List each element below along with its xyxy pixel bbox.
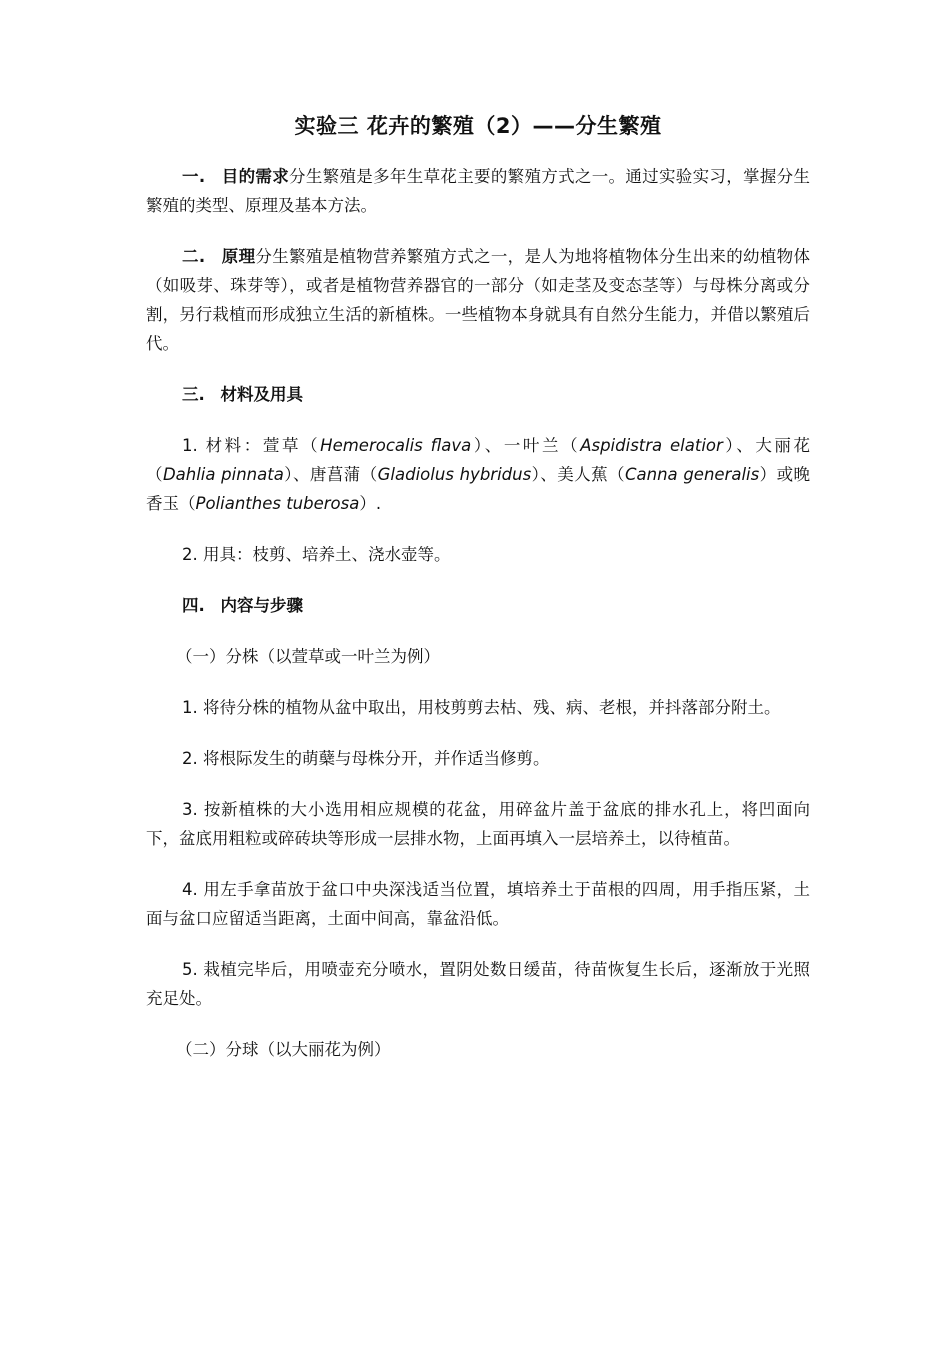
section-number: 四. — [182, 596, 205, 615]
page-title: 实验三 花卉的繁殖（2）——分生繁殖 — [294, 114, 662, 138]
tools-list: 2. 用具：枝剪、培养土、浇水壶等。 — [182, 545, 451, 564]
materials-sep: ）、唐菖蒲（ — [283, 465, 378, 484]
section-number: 一. — [182, 167, 206, 186]
section-heading: 目的需求 — [221, 167, 290, 186]
step-item: 3. 按新植株的大小选用相应规模的花盆，用碎盆片盖于盆底的排水孔上，将凹面向下，盆底用粗粒或碎砖块等形成一层排水物，上面再填入一层培养土，以待植苗。 — [146, 800, 810, 848]
step-item: 5. 栽植完毕后，用喷壶充分喷水，置阴处数日缓苗，待苗恢复生长后，逐渐放于光照充足处。 — [146, 960, 810, 1008]
section-principle — [146, 242, 810, 358]
subsection-bulb: （二）分球（以大丽花为例） — [176, 1040, 391, 1059]
latin-name: Canna generalis — [624, 465, 760, 484]
section-heading: 原理 — [221, 247, 256, 266]
section-purpose — [146, 162, 810, 220]
section-materials-heading — [146, 380, 810, 409]
materials-prefix: 1. 材料：萱草（ — [182, 436, 321, 455]
materials-sep: ）或晚香玉（ — [146, 465, 811, 513]
section-steps-heading — [146, 591, 810, 620]
latin-name: Hemerocalis flava — [320, 436, 472, 455]
materials-list — [146, 431, 810, 518]
section-number: 二. — [182, 247, 206, 266]
latin-name: Gladiolus hybridus — [377, 465, 532, 484]
materials-sep: ）、大丽花（ — [146, 436, 811, 484]
materials-sep: ）、美人蕉（ — [531, 465, 625, 484]
section-heading: 内容与步骤 — [220, 596, 304, 615]
latin-name: Aspidistra elatior — [580, 436, 723, 455]
section-text: 分生繁殖是多年生草花主要的繁殖方式之一。通过实验实习，掌握分生繁殖的类型、原理及基本方法。 — [146, 167, 810, 215]
materials-sep: ）. — [359, 494, 382, 513]
step-item: 1. 将待分株的植物从盆中取出，用枝剪剪去枯、残、病、老根，并抖落部分附土。 — [182, 698, 781, 717]
step-item: 2. 将根际发生的萌蘖与母株分开，并作适当修剪。 — [182, 749, 550, 768]
materials-sep: ）、一叶兰（ — [471, 436, 581, 455]
latin-name: Polianthes tuberosa — [195, 494, 360, 513]
section-number: 三. — [182, 385, 205, 404]
section-heading: 材料及用具 — [220, 385, 304, 404]
latin-name: Dahlia pinnata — [162, 465, 284, 484]
subsection-division: （一）分株（以萱草或一叶兰为例） — [176, 647, 440, 666]
step-item: 4. 用左手拿苗放于盆口中央深浅适当位置，填培养土于苗根的四周，用手指压紧，土面与盆口应留适当距离，土面中间高，靠盆沿低。 — [146, 880, 810, 928]
section-text: 分生繁殖是植物营养繁殖方式之一，是人为地将植物体分生出来的幼植物体（如吸芽、珠芽等），或者是植物营养器官的一部分（如走茎及变态茎等）与母株分离或分割，另行栽植而形成独立生活的新植株。一些植物本身就具有自然分生能力，并借以繁殖后代。 — [146, 247, 811, 353]
document-page — [146, 110, 810, 1086]
